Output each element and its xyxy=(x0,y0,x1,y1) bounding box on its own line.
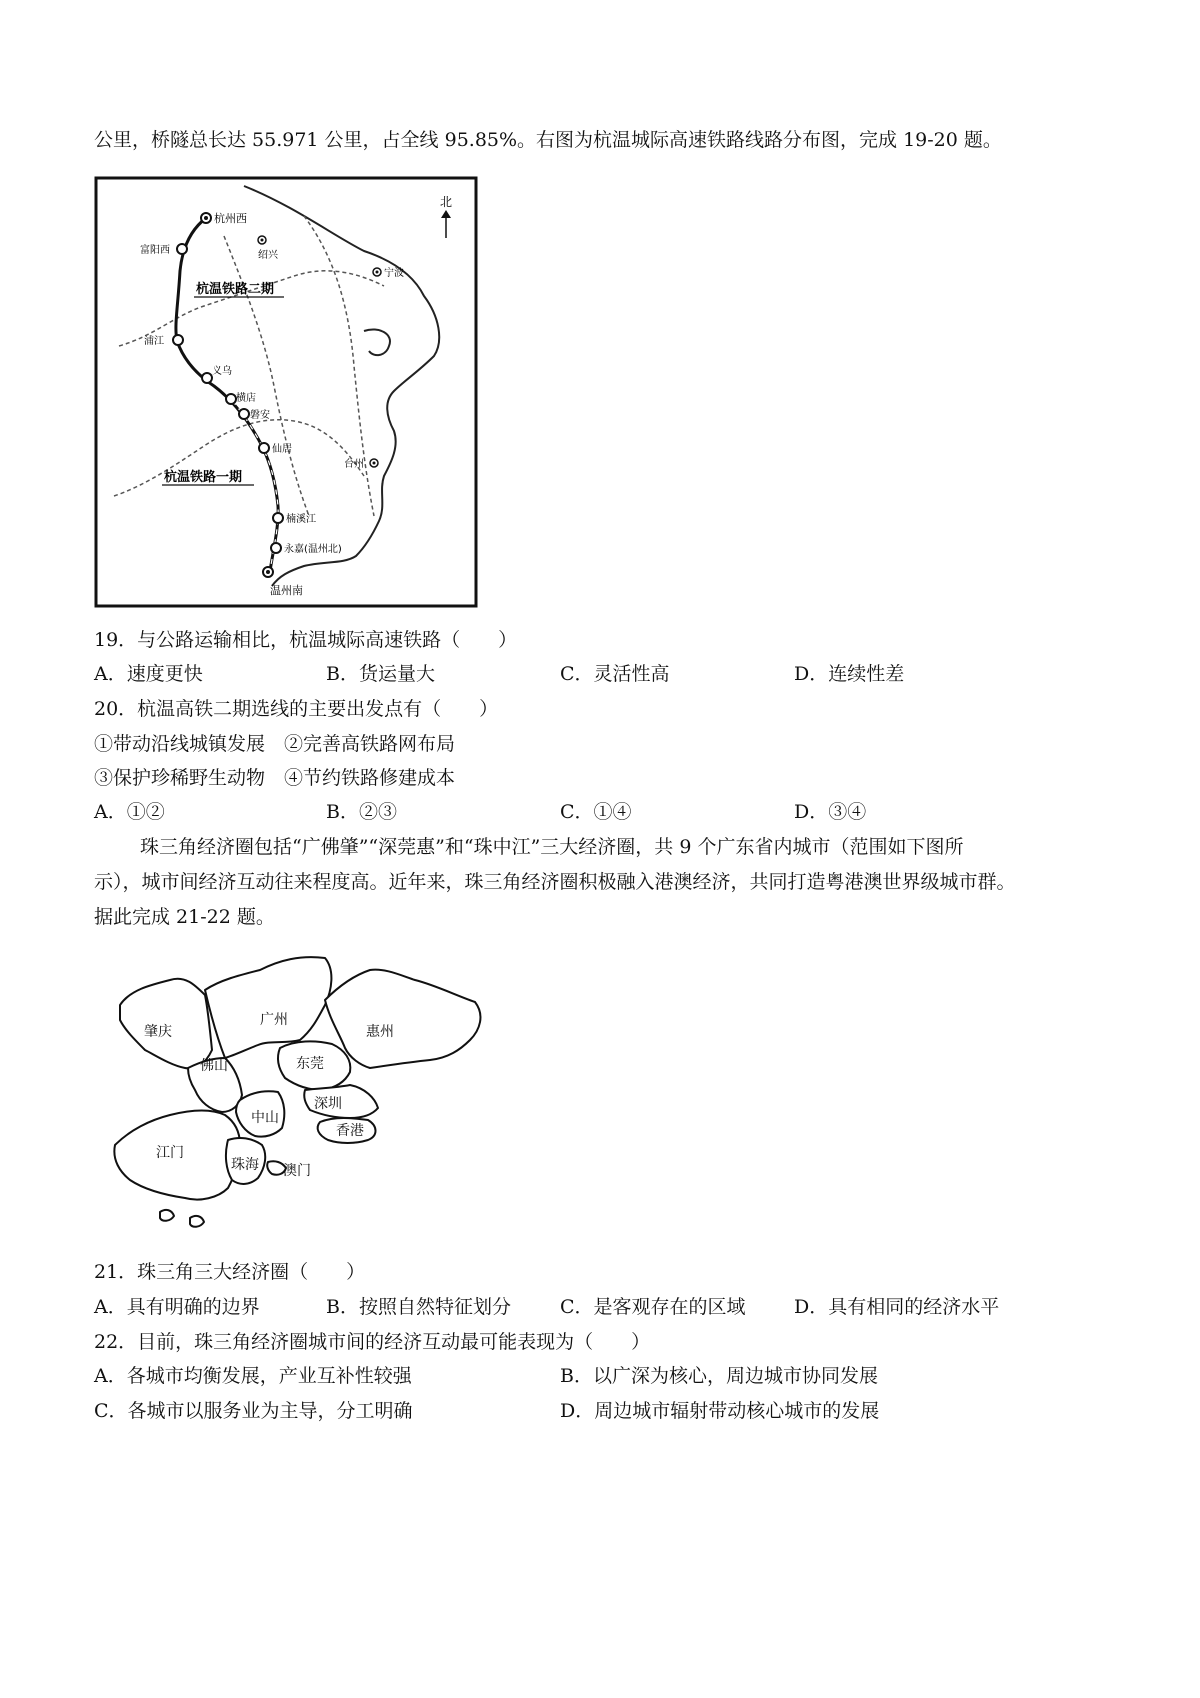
phase2-label: 杭温铁路二期 xyxy=(196,282,275,297)
q20-option-c: C．①④ xyxy=(560,801,632,823)
q19-stem: 19．与公路运输相比，杭温城际高速铁路（ ） xyxy=(94,629,518,651)
q22-option-c: C．各城市以服务业为主导，分工明确 xyxy=(94,1400,413,1422)
svg-text:浦江: 浦江 xyxy=(144,336,164,347)
city-shenzhen: 深圳 xyxy=(314,1096,342,1112)
city-guangzhou: 广州 xyxy=(260,1012,288,1028)
station-fuyangxi xyxy=(140,243,187,256)
svg-text:富阳西: 富阳西 xyxy=(140,245,170,256)
hangwen-railway-map xyxy=(94,176,479,610)
passage2-line1: 珠三角经济圈包括“广佛肇”“深莞惠”和“珠中江”三大经济圈，共 9 个广东省内城市（范围如下图所 xyxy=(140,836,964,858)
station-hangzhouxi xyxy=(201,211,247,225)
city-zhongshan: 中山 xyxy=(251,1110,279,1126)
city-dongguan: 东莞 xyxy=(296,1056,324,1072)
svg-text:磐安: 磐安 xyxy=(250,410,270,421)
svg-text:永嘉(温州北): 永嘉(温州北) xyxy=(284,544,342,555)
city-xianggang: 香港 xyxy=(336,1123,364,1139)
svg-text:杭州西: 杭州西 xyxy=(214,212,247,225)
city-aomen: 澳门 xyxy=(283,1163,311,1179)
q22-option-a: A．各城市均衡发展，产业互补性较强 xyxy=(94,1365,412,1387)
phase1-label: 杭温铁路一期 xyxy=(164,470,243,485)
intro-paragraph: 公里，桥隧总长达 55.971 公里，占全线 95.85%。右图为杭温城际高速铁路线路分布图，完成 19-20 题。 xyxy=(94,129,1002,151)
city-zhuhai: 珠海 xyxy=(231,1157,259,1173)
q21-option-d: D．具有相同的经济水平 xyxy=(794,1296,1000,1318)
city-zhaoqing: 肇庆 xyxy=(144,1024,172,1040)
q21-option-a: A．具有明确的边界 xyxy=(94,1296,260,1318)
passage2-line3: 据此完成 21-22 题。 xyxy=(94,906,275,928)
station-panan xyxy=(239,408,270,421)
q20-option-b: B．②③ xyxy=(326,801,397,823)
svg-text:温州南: 温州南 xyxy=(270,584,303,597)
svg-text:宁波: 宁波 xyxy=(384,268,404,279)
city-foshan: 佛山 xyxy=(200,1058,228,1074)
svg-text:仙居: 仙居 xyxy=(272,444,292,455)
station-xianju xyxy=(259,442,292,455)
q20-option-d: D．③④ xyxy=(794,801,867,823)
q20-option-a: A．①② xyxy=(94,801,165,823)
q20-stem: 20．杭温高铁二期选线的主要出发点有（ ） xyxy=(94,698,499,720)
svg-text:绍兴: 绍兴 xyxy=(258,250,278,261)
svg-text:楠溪江: 楠溪江 xyxy=(286,514,316,525)
station-nanxijiang xyxy=(273,512,316,525)
q21-option-c: C．是客观存在的区域 xyxy=(560,1296,746,1318)
prd-city-map xyxy=(100,940,495,1240)
svg-text:台州: 台州 xyxy=(344,459,364,470)
north-label: 北 xyxy=(439,195,453,209)
q20-statements-2: ③保护珍稀野生动物 ④节约铁路修建成本 xyxy=(94,767,456,789)
q19-option-c: C．灵活性高 xyxy=(560,663,670,685)
q20-statements-1: ①带动沿线城镇发展 ②完善高铁路网布局 xyxy=(94,733,456,755)
city-jiangmen: 江门 xyxy=(156,1145,184,1161)
q21-option-b: B．按照自然特征划分 xyxy=(326,1296,511,1318)
q21-stem: 21．珠三角三大经济圈（ ） xyxy=(94,1261,366,1283)
svg-text:义乌: 义乌 xyxy=(212,366,232,377)
q19-option-d: D．连续性差 xyxy=(794,663,905,685)
city-huizhou: 惠州 xyxy=(366,1024,394,1040)
q19-option-b: B．货运量大 xyxy=(326,663,435,685)
svg-text:横店: 横店 xyxy=(236,393,256,404)
q22-option-d: D．周边城市辐射带动核心城市的发展 xyxy=(560,1400,880,1422)
q19-option-a: A．速度更快 xyxy=(94,663,203,685)
q22-option-b: B．以广深为核心，周边城市协同发展 xyxy=(560,1365,878,1387)
q22-stem: 22．目前，珠三角经济圈城市间的经济互动最可能表现为（ ） xyxy=(94,1331,651,1353)
station-pujiang xyxy=(144,334,183,347)
passage2-line2: 示），城市间经济互动往来程度高。近年来，珠三角经济圈积极融入港澳经济，共同打造粤港澳世界级城市群。 xyxy=(94,871,1016,893)
